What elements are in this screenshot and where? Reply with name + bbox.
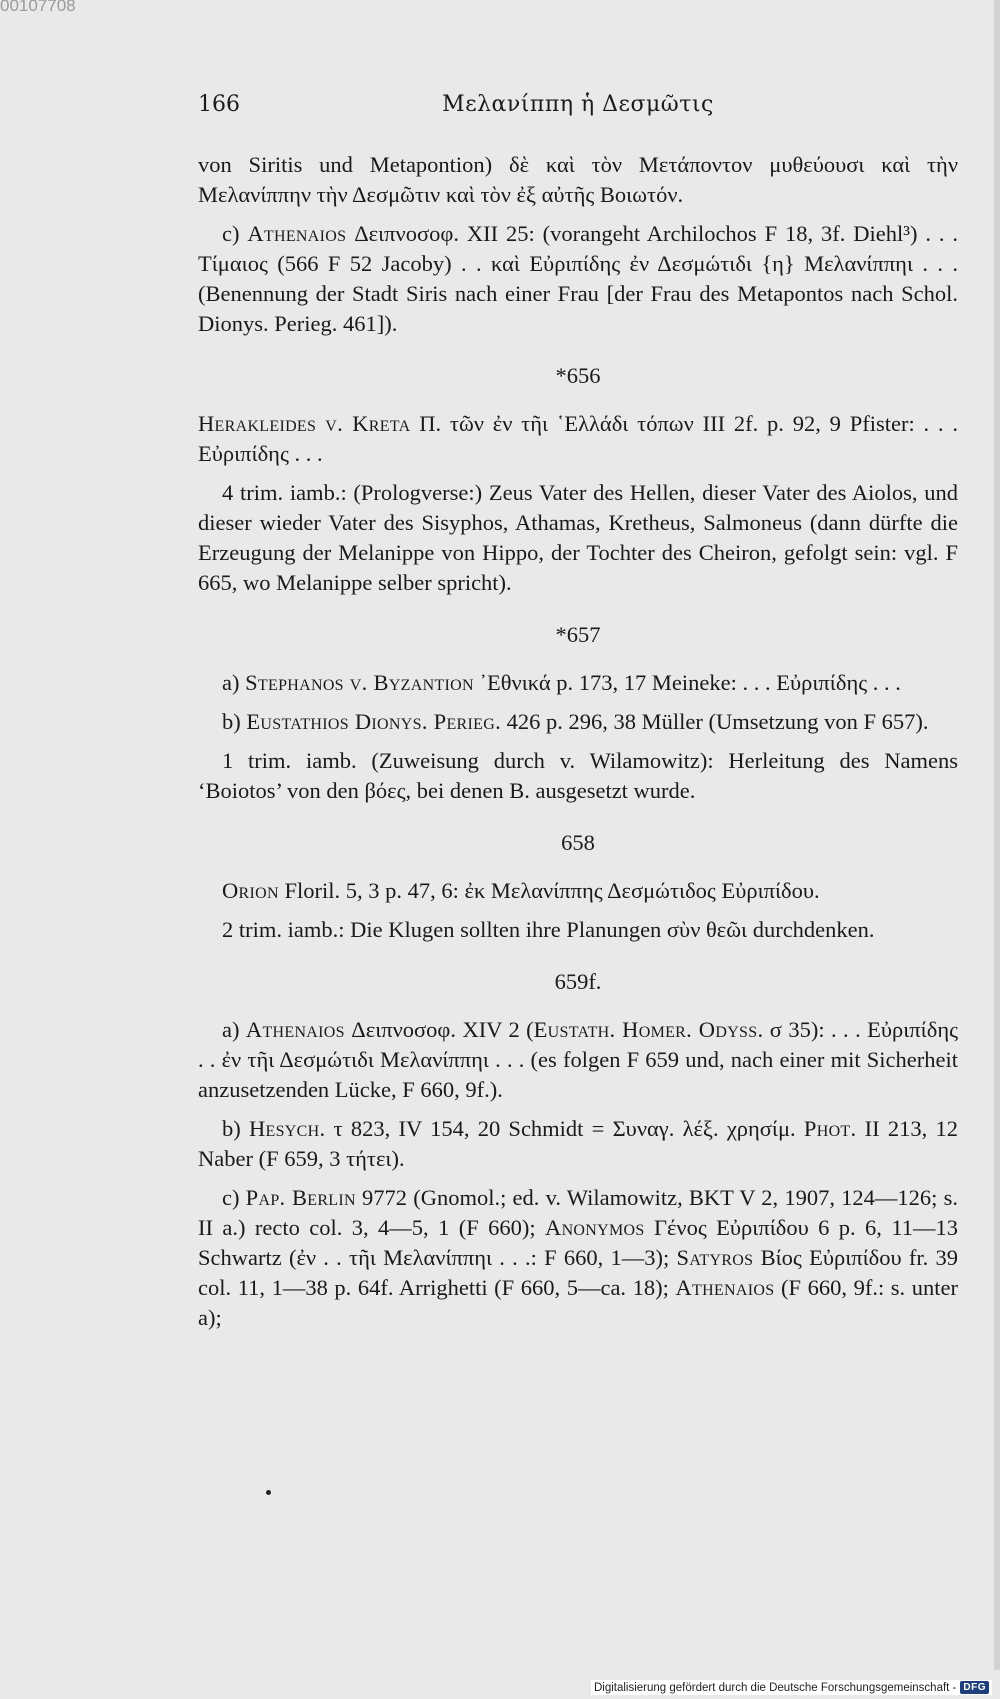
fragment-657-source-b: b) Eustathios Dionys. Perieg. 426 p. 296, 38 Müller (Umsetzung von F 657).: [222, 709, 929, 734]
fragment-heading-656: *656: [555, 363, 601, 388]
page-body: [198, 150, 958, 1342]
fragment-heading-657: *657: [555, 622, 601, 647]
scan-id: 00107708: [0, 0, 76, 15]
fragment-656-source: Herakleides v. Kreta Π. τῶν ἐν τῆι ῾Ελλάδι τόπων III 2f. p. 92, 9 Pfister: . . . Εὐριπίδης . . .: [198, 411, 958, 466]
ink-speck: [266, 1490, 271, 1495]
paragraph-continuation: von Siritis und Metapontion) δὲ καὶ τὸν Μετάποντον μυθεύουσι καὶ τὴν Μελανίππην τὴν Δεσμῶτιν καὶ τὸν ἐξ αὐτῆς Βοιωτόν.: [198, 152, 958, 207]
fragment-657-source-a: a) Stephanos v. Byzantion ᾿Εθνικά p. 173, 17 Meineke: . . . Εὐριπίδης . . .: [222, 670, 901, 695]
fragment-heading-658: 658: [561, 830, 595, 855]
page-edge-shadow: [994, 0, 1000, 1670]
fragment-659-source-c: c) Pap. Berlin 9772 (Gnomol.; ed. v. Wilamowitz, BKT V 2, 1907, 124—126; s. II a.) recto col. 3, 4—5, 1 (F 660); Anonymos Γένος Εὐριπίδου 6 p. 6, 11—13 Schwartz (ἐν . . τῆι Μελανίππηι . . .: F 660, 1—3); Satyros Βίος Εὐριπίδου fr. 39 col. 11, 1—38 p. 64f. Arrighetti (F 660, 5—ca. 18); Athenaios (F 660, 9f.: s. unter a);: [198, 1185, 958, 1330]
fragment-658-description: 2 trim. iamb.: Die Klugen sollten ihre Planungen σὺν θεῶι durchdenken.: [222, 917, 875, 942]
page-number: 166: [198, 92, 240, 117]
footer-text: Digitalisierung gefördert durch die Deutsche Forschungsgemeinschaft -: [593, 1681, 957, 1694]
fragment-657-description: 1 trim. iamb. (Zuweisung durch v. Wilamowitz): Herleitung des Namens ‘Boiotos’ von den βόες, bei denen B. ausgesetzt wurde.: [198, 748, 958, 803]
testimonium-c: c) Athenaios Δειπνοσοφ. XII 25: (vorangeht Archilochos F 18, 3f. Diehl³) . . . Τίμαιος (566 F 52 Jacoby) . . καὶ Εὐριπίδης ἐν Δεσμώτιδι {η} Μελανίππηι . . . (Benennung der Stadt Siris nach einer Frau [der Frau des Metapontos nach Schol. Dionys. Perieg. 461]).: [198, 221, 958, 336]
fragment-658-source: Orion Floril. 5, 3 p. 47, 6: ἐκ Μελανίππης Δεσμώτιδος Εὐριπίδου.: [222, 878, 820, 903]
running-head: Μελανίππη ἡ Δεσμῶτις: [442, 92, 714, 117]
page-header: [198, 92, 958, 124]
fragment-656-description: 4 trim. iamb.: (Prologverse:) Zeus Vater des Hellen, dieser Vater des Aiolos, und dieser wieder Vater des Sisyphos, Athamas, Kretheus, Salmoneus (dann dürfte die Erzeugung der Melanippe von Hippo, der Tochter des Cheiron, gefolgt sein: vgl. F 665, wo Melanippe selber spricht).: [198, 480, 958, 595]
fragment-659-source-b: b) Hesych. τ 823, IV 154, 20 Schmidt = Συναγ. λέξ. χρησίμ. Phot. II 213, 12 Naber (F 659, 3 τήτει).: [198, 1116, 958, 1171]
fragment-659-source-a: a) Athenaios Δειπνοσοφ. XIV 2 (Eustath. Homer. Odyss. σ 35): . . . Εὐριπίδης . . ἐν τῆι Δεσμώτιδι Μελανίππηι . . . (es folgen F 659 und, nach einer mit Sicherheit anzusetzenden Lücke, F 660, 9f.).: [198, 1017, 959, 1102]
dfg-logo-icon: DFG: [960, 1681, 989, 1694]
fragment-heading-659: 659f.: [554, 969, 602, 994]
digitization-footer: [591, 1680, 992, 1695]
